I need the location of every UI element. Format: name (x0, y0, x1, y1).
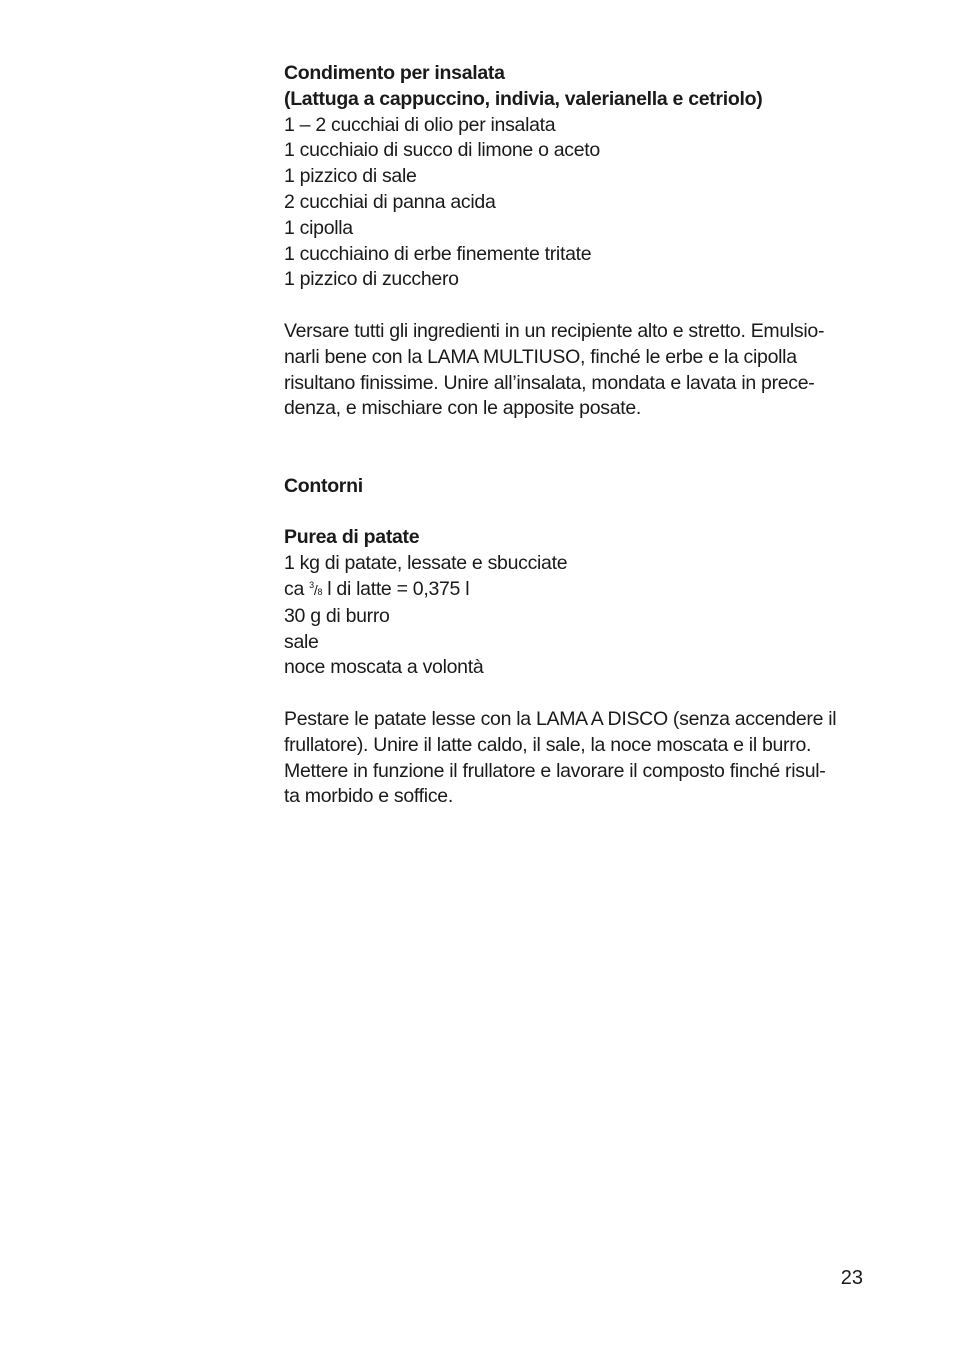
ingredient-list-condimento (284, 113, 884, 294)
ingredient-item: 1 pizzico di zucchero (284, 268, 459, 291)
ingredient-item: noce moscata a volontà (284, 656, 484, 679)
section-heading-contorni: Contorni (284, 474, 363, 497)
fraction-denominator: 8 (317, 586, 323, 597)
fraction-numerator: 3 (309, 579, 314, 590)
ingredient-item: 30 g di burro (284, 604, 390, 627)
recipe-title-purea: Purea di patate (284, 526, 420, 549)
ingredient-item: 1 pizzico di sale (284, 165, 417, 188)
ingredient-item: 2 cucchiai di panna acida (284, 190, 496, 213)
ingredient-item-milk (284, 577, 884, 604)
page-content (284, 61, 884, 810)
instructions-condimento (284, 319, 884, 422)
instruction-line: risultano finissime. Unire all’insalata, mondata e lavata in prece- (284, 371, 815, 394)
milk-prefix: ca (284, 577, 310, 600)
instruction-line: narli bene con la LAMA MULTIUSO, finché le erbe e la cipolla (284, 345, 797, 368)
instruction-line: Mettere in funzione il frullatore e lavorare il composto finché risul- (284, 759, 826, 782)
instruction-line: frullatore). Unire il latte caldo, il sale, la noce moscata e il burro. (284, 733, 812, 756)
instruction-line: denza, e mischiare con le apposite posate. (284, 397, 642, 420)
recipe-subtitle-condimento: (Lattuga a cappuccino, indivia, valerianella e cetriolo) (284, 87, 763, 110)
ingredient-item: 1 cucchiaio di succo di limone o aceto (284, 139, 600, 162)
fraction-slash: / (313, 581, 318, 598)
instructions-purea (284, 707, 884, 810)
ingredient-item: 1 – 2 cucchiai di olio per insalata (284, 113, 556, 136)
page-number: 23 (840, 1267, 863, 1289)
ingredient-item: sale (284, 630, 319, 653)
ingredient-item: 1 cucchiaino di erbe finemente tritate (284, 242, 592, 265)
milk-suffix: l di latte = 0,375 l (322, 577, 470, 600)
recipe-title-condimento: Condimento per insalata (284, 62, 505, 84)
ingredient-item: 1 cipolla (284, 216, 353, 239)
ingredient-item: 1 kg di patate, lessate e sbucciate (284, 552, 568, 575)
instruction-line: Versare tutti gli ingredienti in un recipiente alto e stretto. Emulsio- (284, 319, 825, 342)
ingredient-list-purea (284, 551, 884, 681)
instruction-line: ta morbido e soffice. (284, 785, 453, 808)
instruction-line: Pestare le patate lesse con la LAMA A DISCO (senza accendere il (284, 707, 837, 730)
